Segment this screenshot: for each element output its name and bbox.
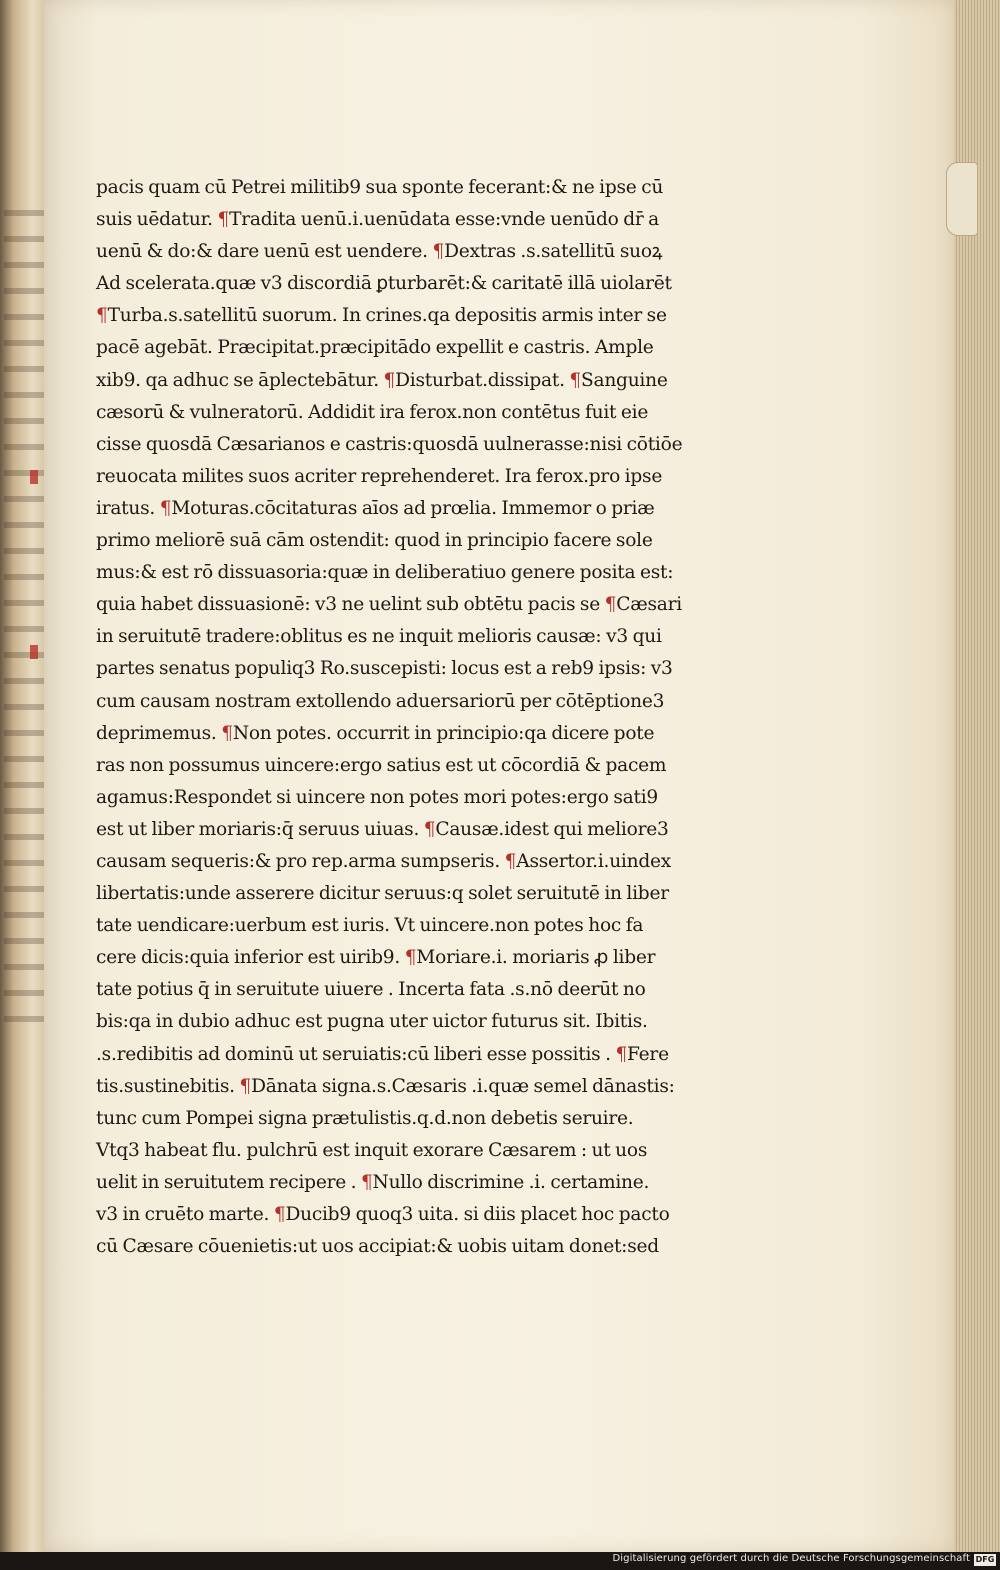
rubric-mark: ¶	[96, 305, 108, 327]
text-line: cere dicis:quia inferior est uirib9. ¶Moriare.i. moriaris ꝓ liber	[96, 947, 656, 969]
text-line: causam sequeris:& pro rep.arma sumpseris. ¶Assertor.i.uindex	[96, 850, 671, 872]
text-line: reuocata milites suos acriter reprehenderet. Ira ferox.pro ipse	[96, 465, 663, 487]
text-line: est ut liber moriaris:q̄ seruus uiuas. ¶Causæ.idest qui meliore3	[96, 818, 669, 840]
rubric-mark: ¶	[432, 241, 445, 263]
rubric-mark: ¶	[404, 947, 417, 969]
rubric-mark: ¶	[504, 850, 517, 872]
facing-page-rubric-mark	[30, 645, 38, 659]
facing-page-edge	[0, 0, 46, 1552]
rubric-mark: ¶	[569, 369, 581, 391]
text-line: tunc cum Pompei signa prætulistis.q.d.non debetis seruire.	[96, 1107, 634, 1129]
rubric-mark: ¶	[273, 1204, 286, 1225]
text-line: uenū & do:& dare uenū est uendere. ¶Dextras .s.satellitū suoꝝ	[96, 241, 663, 263]
rubric-mark: ¶	[383, 369, 396, 391]
rubric-mark: ¶	[604, 594, 617, 616]
text-line: deprimemus. ¶Non potes. occurrit in principio:qa dicere pote	[96, 722, 655, 744]
text-line: cū Cæsare cōuenietis:ut uos accipiat:& uobis uitam donet:sed	[96, 1236, 659, 1258]
text-line: iratus. ¶Moturas.cōcitaturas aīos ad prœlia. Immemor o priæ	[96, 497, 655, 519]
text-line: pacis quam cū Petrei militib9 sua sponte fecerant:& ne ipse cū	[96, 177, 664, 198]
text-line: ras non possumus uincere:ergo satius est ut cōcordiā & pacem	[96, 754, 667, 776]
text-line: libertatis:unde asserere dicitur seruus:q solet seruitutē in liber	[96, 883, 669, 905]
text-line: partes senatus populiq3 Ro.suscepisti: locus est a reb9 ipsis: v3	[96, 658, 673, 680]
text-line: ¶Turba.s.satellitū suorum. In crines.qa depositis armis inter se	[96, 305, 667, 327]
text-line: tate uendicare:uerbum est iuris. Vt uincere.non potes hoc fa	[96, 915, 644, 937]
text-line: Vtq3 habeat flu. pulchrū est inquit exorare Cæsarem : ut uos	[96, 1139, 648, 1161]
dfg-logo: DFG	[975, 1555, 995, 1564]
text-line: xib9. qa adhuc se āplectebātur. ¶Disturbat.dissipat. ¶Sanguine	[96, 369, 668, 391]
text-line: agamus:Respondet si uincere non potes mori potes:ergo sati9	[96, 786, 658, 808]
text-line: .s.redibitis ad dominū ut seruiatis:cū liberi esse possitis . ¶Fere	[96, 1043, 669, 1065]
commentary-text-block	[96, 172, 696, 1263]
text-line: cisse quosdā Cæsarianos e castris:quosdā uulnerasse:nisi cōtiōe	[96, 433, 683, 455]
text-line: cæsorū & vulneratorū. Addidit ira ferox.non contētus fuit eie	[96, 401, 649, 423]
facing-page-rubric-mark	[30, 470, 38, 484]
text-line: v3 in cruēto marte. ¶Ducib9 quoq3 uita. si diis placet hoc pacto	[96, 1204, 670, 1225]
text-line: mus:& est rō dissuasoria:quæ in deliberatiuo genere posita est:	[96, 562, 674, 584]
digitization-credit: Digitalisierung gefördert durch die Deutsche Forschungsgemeinschaft	[612, 1553, 970, 1564]
text-line: primo meliorē suā cām ostendit: quod in principio facere sole	[96, 530, 653, 552]
text-line: tis.sustinebitis. ¶Dānata signa.s.Cæsaris .i.quæ semel dānastis:	[96, 1075, 675, 1097]
rubric-mark: ¶	[615, 1043, 628, 1065]
rubric-mark: ¶	[360, 1171, 373, 1193]
text-line: bis:qa in dubio adhuc est pugna uter uictor futurus sit. Ibitis.	[96, 1011, 648, 1033]
text-line: quia habet dissuasionē: v3 ne uelint sub obtētu pacis se ¶Cæsari	[96, 594, 682, 616]
rubric-mark: ¶	[423, 818, 436, 840]
text-line: pacē agebāt. Præcipitat.præcipitādo expellit e castris. Ample	[96, 337, 654, 359]
text-line: tate potius q̄ in seruitute uiuere . Incerta fata .s.nō deerūt no	[96, 979, 646, 1001]
bookmark-tab	[946, 162, 978, 236]
rubric-mark: ¶	[221, 722, 233, 744]
rubric-mark: ¶	[217, 209, 230, 231]
text-line: uelit in seruitutem recipere . ¶Nullo discrimine .i. certamine.	[96, 1171, 650, 1193]
facing-page-text-fragment	[4, 210, 44, 1030]
text-line: suis uēdatur. ¶Tradita uenū.i.uenūdata esse:vnde uenūdo dr̄ a	[96, 209, 659, 231]
text-line: in seruitutē tradere:oblitus es ne inquit melioris causæ: v3 qui	[96, 626, 662, 648]
rubric-mark: ¶	[239, 1075, 252, 1097]
text-line: Ad scelerata.quæ v3 discordiā ꝑturbarēt:& caritatē illā uiolarēt	[96, 273, 672, 295]
rubric-mark: ¶	[159, 497, 172, 519]
text-line: cum causam nostram extollendo aduersariorū per cōtēptione3	[96, 690, 665, 712]
